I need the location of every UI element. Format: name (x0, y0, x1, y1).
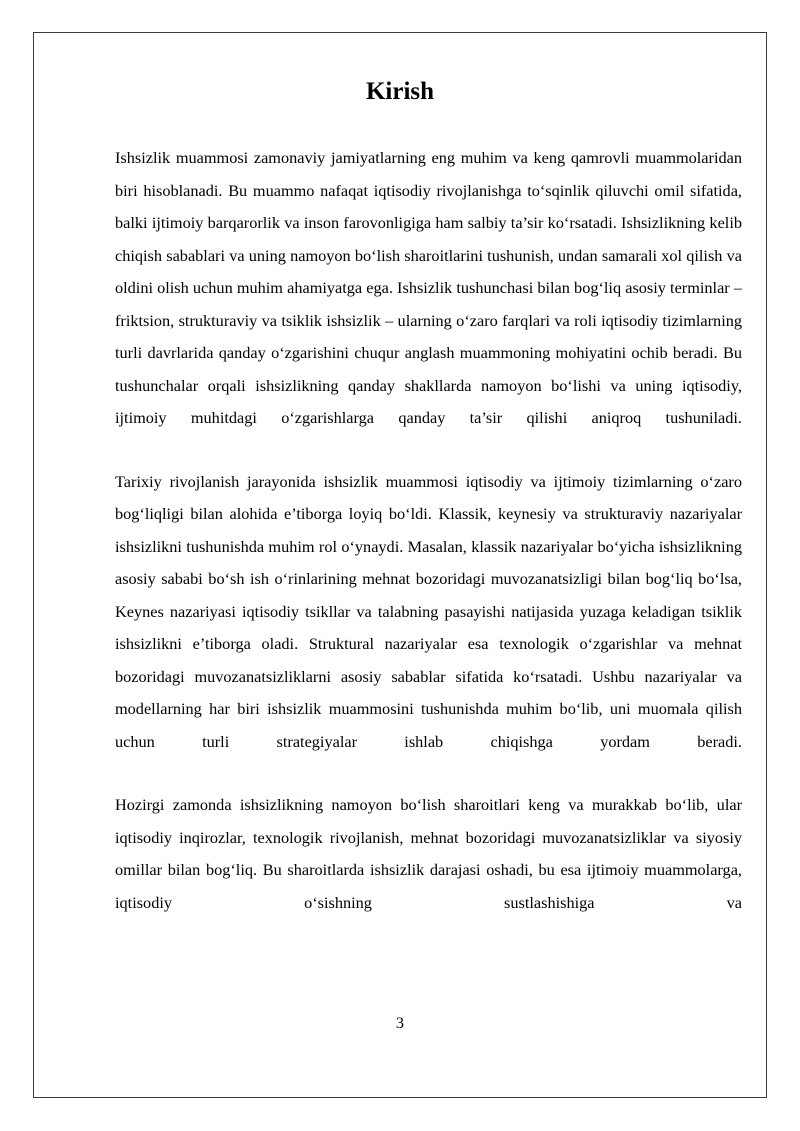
paragraph-2: Tarixiy rivojlanish jarayonida ishsizlik muammosi iqtisodiy va ijtimoiy tizimlarning o‘zaro bog‘liqligi bilan alohida e’tiborga loyiq bo‘ldi. Klassik, keynesiy va strukturaviy nazariyalar ishsizlikni tushunishda muhim rol o‘ynaydi. Masalan, klassik nazariyalar bo‘yicha ishsizlikning asosiy sababi bo‘sh ish o‘rinlarining mehnat bozoridagi muvozanatsizligi bilan bog‘liq bo‘lsa, Keynes nazariyasi iqtisodiy tsikllar va talabning pasayishi natijasida yuzaga keladigan tsiklik ishsizlikni e’tiborga oladi. Struktural nazariyalar esa texnologik o‘zgarishlar va mehnat bozoridagi muvozanatsizliklarni asosiy sabablar sifatida ko‘rsatadi. Ushbu nazariyalar va modellarning har biri ishsizlik muammosini tushunishda muhim bo‘lib, uni muomala qilish uchun turli strategiyalar ishlab chiqishga yordam beradi. (115, 471, 742, 751)
page-title: Kirish (365, 78, 435, 105)
document-body (115, 142, 742, 919)
paragraph-3: Hozirgi zamonda ishsizlikning namoyon bo‘lish sharoitlari keng va murakkab bo‘lib, ular iqtisodiy inqirozlar, texnologik rivojlanish, mehnat bozoridagi muvozanatsizliklar va siyosiy omillar bilan bog‘liq. Bu sharoitlarda ishsizlik darajasi oshadi, bu esa ijtimoiy muammolarga, iqtisodiy o‘sishning sustlashishiga va (115, 795, 742, 912)
page-number: 3 (395, 1013, 405, 1032)
paragraph-1: Ishsizlik muammosi zamonaviy jamiyatlarning eng muhim va keng qamrovli muammolaridan biri hisoblanadi. Bu muammo nafaqat iqtisodiy rivojlanishga to‘sqinlik qiluvchi omil sifatida, balki ijtimoiy barqarorlik va inson farovonligiga ham salbiy ta’sir ko‘rsatadi. Ishsizlikning kelib chiqish sabablari va uning namoyon bo‘lish sharoitlarini tushunish, undan samarali xol qilish va oldini olish uchun muhim ahamiyatga ega. Ishsizlik tushunchasi bilan bog‘liq asosiy terminlar – friktsion, strukturaviy va tsiklik ishsizlik – ularning o‘zaro farqlari va roli iqtisodiy tizimlarning turli davrlarida qanday o‘zgarishini chuqur anglash muammoning mohiyatini ochib beradi. Bu tushunchalar orqali ishsizlikning qanday shakllarda namoyon bo‘lishi va uning iqtisodiy, ijtimoiy muhitdagi o‘zgarishlarga qanday ta’sir qilishi aniqroq tushuniladi. (115, 148, 742, 427)
